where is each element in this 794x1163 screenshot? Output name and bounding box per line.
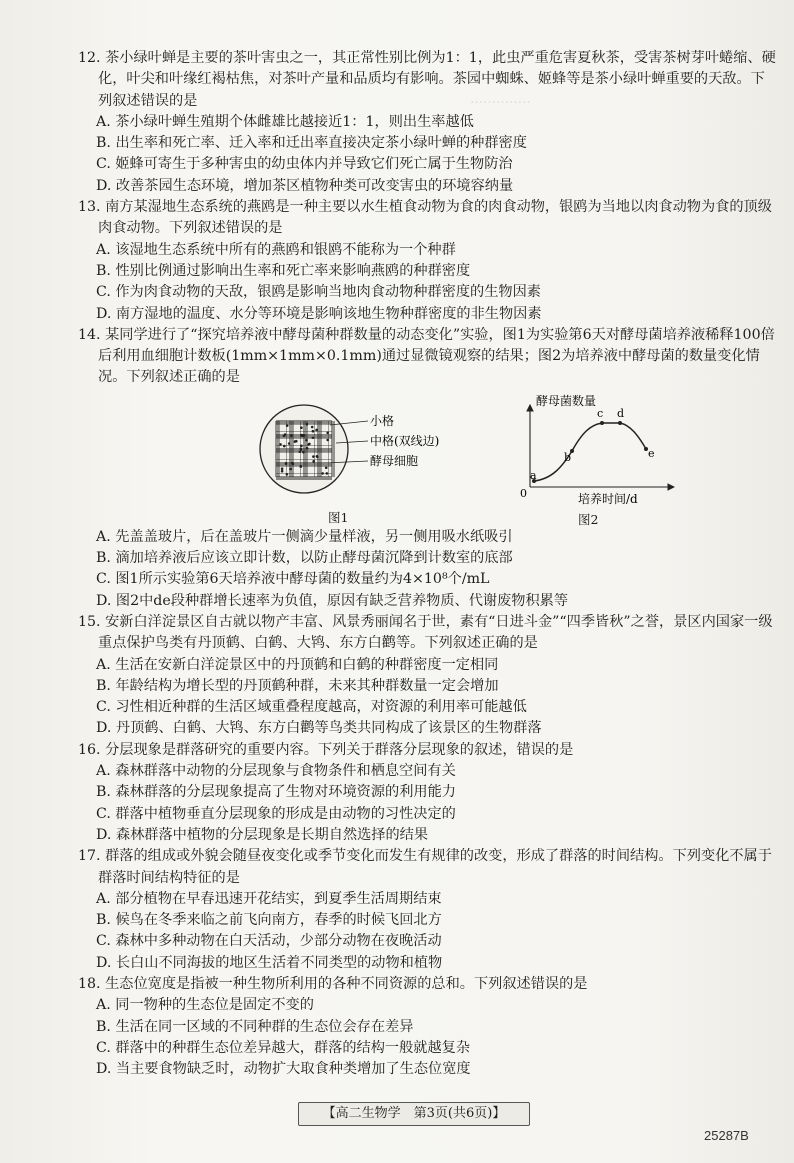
option-d: D. 丹顶鹤、白鹤、大鸨、东方白鹳等鸟类共同构成了该景区的生物群落 [96,720,542,737]
option-b: B. 候鸟在冬季来临之前飞向南方，春季的时候飞回北方 [96,912,442,929]
option-d: D. 当主要食物缺乏时，动物扩大取食种类增加了生态位宽度 [96,1061,471,1078]
label-point-b: b [564,450,572,464]
yeast-cell [299,450,302,453]
question-stem: 18. 生态位宽度是指被一种生物所利用的各种不同资源的总和。下列叙述错误的是 [78,975,588,992]
option-a: A. 同一物种的生态位是固定不变的 [96,997,314,1014]
point-c [600,421,604,425]
yeast-cell [284,433,287,436]
growth-curve [534,423,646,481]
figure-1-caption: 图1 [328,509,349,525]
hemocytometer-diagram [256,403,446,527]
yeast-cell [306,423,309,426]
yeast-cell [285,462,288,465]
yeast-cell [286,473,289,476]
yeast-cell [326,431,329,434]
yeast-cell [300,426,303,429]
yeast-cell [283,445,286,448]
question-stem: 15. 安新白洋淀景区自古就以物产丰富、风景秀丽闻名于世，素有“日进斗金”“四季皆秋”之誉，景区内国家一级重点保护鸟类有丹顶鹤、白鹤、大鸨、东方白鹳等。下列叙述正确的是 [78,613,773,652]
yeast-cell [325,466,328,469]
yeast-cell [312,430,315,433]
yeast-cell [286,424,289,427]
yeast-cell [294,440,297,443]
yeast-cell [288,442,291,445]
yeast-cell [300,447,303,450]
yeast-cell [308,442,311,445]
label-yeast-cell: 酵母细胞 [370,453,419,468]
question-stem: 17. 群落的组成或外貌会随昼夜变化或季节变化而发生有规律的改变，形成了群落的时间结构。下列变化不属于群落时间结构特征的是 [78,848,772,886]
option-d: D. 长白山不同海拔的地区生活着不同类型的动物和植物 [96,954,443,971]
question-18 [78,974,778,1080]
point-d [618,421,622,425]
question-17 [78,846,778,974]
yeast-cell [306,447,309,450]
option-b: B. 年龄结构为增长型的丹顶鹤种群，未来其种群数量一定会增加 [96,677,499,694]
option-d: D. 南方湿地的温度、水分等环境是影响该地生物种群密度的非生物因素 [96,305,542,322]
option-b: B. 性别比例通过影响出生率和死亡率来影响燕鸥的种群密度 [96,262,471,279]
yeast-cell [311,425,314,428]
figure-2 [478,391,678,527]
option-a: A. 部分植物在早春迅速开花结实，到夏季生活周期结束 [96,890,442,907]
yeast-cell [315,428,318,431]
paper-code: 25287B [704,1128,749,1143]
yeast-cell [281,467,284,470]
question-12 [78,48,778,197]
question-stem: 12. 茶小绿叶蝉是主要的茶叶害虫之一，其正常性别比例为1：1，此虫严重危害夏秋茶，受害茶树芽叶蜷缩、硬化，叶尖和叶缘红褐枯焦，对茶叶产量和品质均有影响。茶园中蜘蛛、姬蜂等是茶小绿叶蝉重要的天敌。下列叙述错误的是 [78,50,776,109]
question-15 [78,612,778,740]
option-b: B. 森林群落的分层现象提高了生物对环境资源的利用能力 [96,784,456,801]
option-a: A. 森林群落中动物的分层现象与食物条件和栖息空间有关 [96,763,456,780]
yeast-cell [281,470,284,473]
yeast-cell [300,444,303,447]
option-d: D. 改善茶园生态环境，增加茶区植物种类可改变害虫的环境容纳量 [96,177,514,194]
option-a: A. 茶小绿叶蝉生殖期个体雌雄比越接近1：1，则出生率越低 [96,113,474,130]
yeast-cell [321,472,324,475]
question-13 [78,197,778,325]
option-a: A. 该湿地生态系统中所有的燕鸥和银鸥不能称为一个种群 [96,241,456,258]
label-point-c: c [597,406,604,420]
option-c: C. 群落中植物垂直分层现象的形成是由动物的习性决定的 [96,805,456,822]
figures-row [78,391,778,527]
label-middle-square: 中格(双线边) [370,433,440,448]
yeast-cell [279,443,282,446]
yeast-cell [289,467,292,470]
label-point-e: e [648,446,655,460]
question-14 [78,325,778,612]
yeast-cell [312,436,315,439]
y-axis-label: 酵母菌数量 [536,393,597,408]
yeast-cell [326,472,329,475]
question-stem: 13. 南方某湿地生态系统的燕鸥是一种主要以水生植食动物为食的肉食动物，银鸥为当地以肉食动物为食的顶级肉食动物。下列叙述错误的是 [78,199,772,237]
yeast-cell [302,451,305,454]
yeast-cell [300,465,303,468]
label-small-square: 小格 [370,413,395,428]
yeast-growth-curve [478,391,678,515]
bleed-through-text: ‥‥‥‥‥‥‥ [470,92,531,107]
option-c: C. 图1所示实验第6天培养液中酵母菌的数量约为4×10⁸个/mL [96,571,490,588]
yeast-cell [312,460,315,463]
question-stem: 16. 分层现象是群落研究的重要内容。下列关于群落分层现象的叙述，错误的是 [78,741,574,758]
yeast-cell [312,455,315,458]
x-axis-label: 培养时间/d [578,491,638,506]
option-c: C. 群落中的种群生态位差异越大，群落的结构一般就越复杂 [96,1039,471,1056]
option-c: C. 习性相近种群的生活区域重叠程度越高，对资源的利用率可能越低 [96,699,527,716]
yeast-cell [291,461,294,464]
option-b: B. 出生率和死亡率、迁入率和迁出率直接决定茶小绿叶蝉的种群密度 [96,135,527,152]
yeast-cell [326,438,329,441]
yeast-cell [290,434,293,437]
option-a: A. 生活在安新白洋淀景区中的丹顶鹤和白鹤的种群密度一定相同 [96,656,499,673]
question-list [78,48,778,1080]
option-c: C. 作为肉食动物的天敌，银鸥是影响当地肉食动物种群密度的生物因素 [96,284,541,301]
yeast-cell [316,455,319,458]
page-footer: 【高二生物学 第3页(共6页)】 [298,1102,530,1126]
origin-label: 0 [520,486,527,500]
option-d: D. 森林群落中植物的分层现象是长期自然选择的结果 [96,826,429,843]
option-b: B. 滴加培养液后应该立即计数，以防止酵母菌沉降到计数室的底部 [96,550,513,567]
question-16 [78,740,778,846]
yeast-cell [301,434,304,437]
label-point-d: d [617,406,625,420]
option-d: D. 图2中de段种群增长速率为负值，原因有缺乏营养物质、代谢废物积累等 [96,592,569,609]
yeast-cell [305,439,308,442]
option-a: A. 先盖盖玻片，后在盖玻片一侧滴少量样液，另一侧用吸水纸吸引 [96,528,513,545]
option-b: B. 生活在同一区域的不同种群的生态位会存在差异 [96,1018,414,1035]
figure-2-caption: 图2 [578,511,599,527]
option-c: C. 森林中多种动物在白天活动，少部分动物在夜晚活动 [96,933,442,950]
option-c: C. 姬蜂可寄生于多种害虫的幼虫体内并导致它们死亡属于生物防治 [96,156,513,173]
figure-1 [256,403,446,527]
label-point-a: a [530,468,537,482]
question-stem: 14. 某同学进行了“探究培养液中酵母菌种群数量的动态变化”实验，图1为实验第6天对酵母菌培养液稀释100倍后利用血细胞计数板(1mm×1mm×0.1mm)通过显微镜观察的结果；图2为培养液中酵母菌的数量变化情况。下列叙述正确的是 [78,326,775,386]
